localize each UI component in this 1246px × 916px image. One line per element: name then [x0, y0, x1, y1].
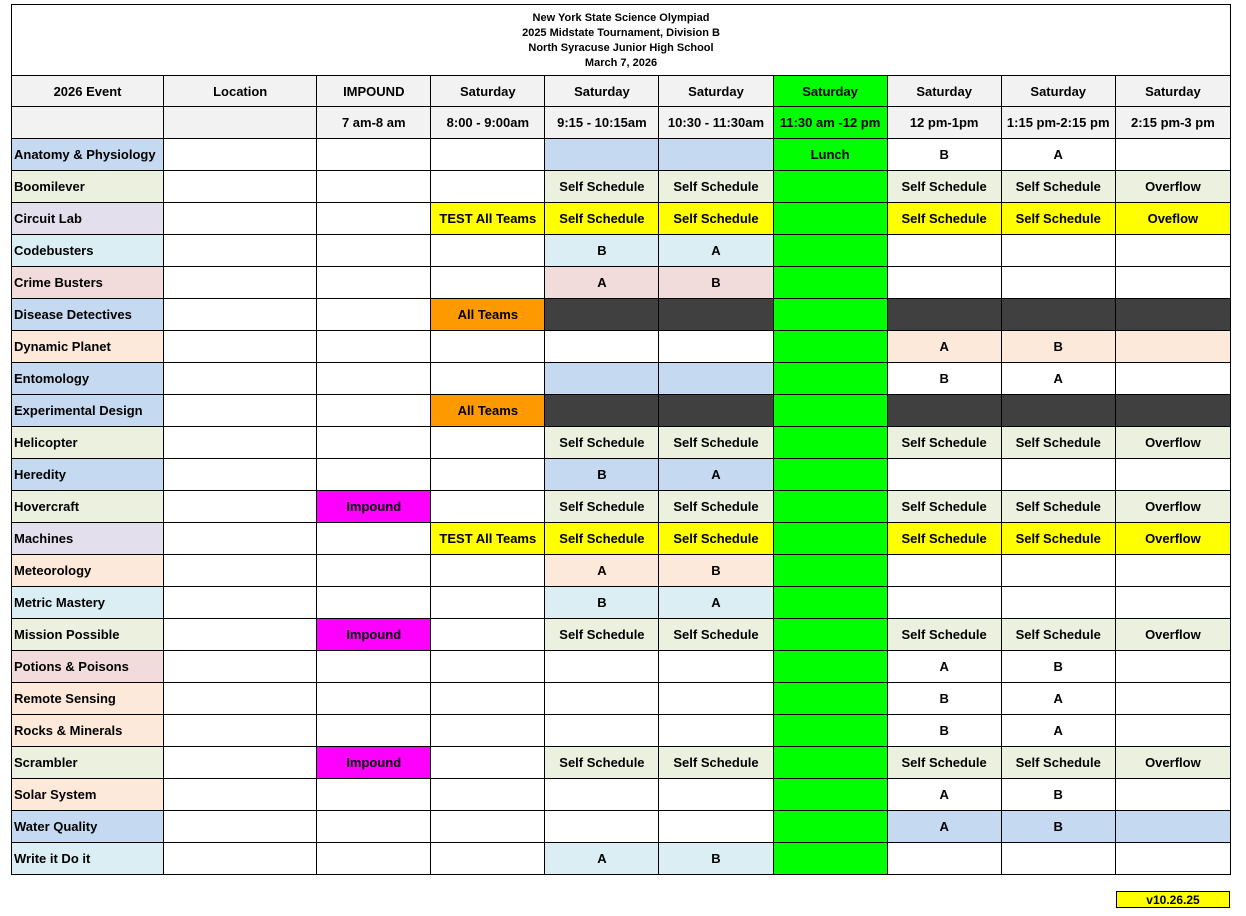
event-name: Machines	[12, 523, 164, 555]
schedule-cell	[164, 139, 317, 171]
event-row	[12, 331, 1231, 363]
schedule-cell: Self Schedule	[887, 203, 1001, 235]
schedule-cell	[431, 139, 545, 171]
time-slot-header: 7 am-8 am	[317, 107, 431, 139]
schedule-cell	[773, 811, 887, 843]
schedule-cell	[317, 171, 431, 203]
schedule-cell	[545, 363, 659, 395]
schedule-cell: A	[887, 811, 1001, 843]
schedule-cell	[773, 715, 887, 747]
schedule-cell	[164, 363, 317, 395]
schedule-cell	[773, 395, 887, 427]
schedule-cell	[545, 331, 659, 363]
schedule-cell	[773, 619, 887, 651]
event-name: Anatomy & Physiology	[12, 139, 164, 171]
schedule-cell	[773, 331, 887, 363]
event-name: Potions & Poisons	[12, 651, 164, 683]
schedule-cell	[1115, 683, 1230, 715]
event-name: Metric Mastery	[12, 587, 164, 619]
schedule-cell	[1001, 843, 1115, 875]
schedule-cell: A	[545, 843, 659, 875]
schedule-cell	[545, 139, 659, 171]
column-header: 2026 Event	[12, 76, 164, 107]
schedule-cell	[1115, 235, 1230, 267]
schedule-cell	[317, 427, 431, 459]
schedule-cell	[317, 523, 431, 555]
schedule-cell: A	[659, 587, 773, 619]
event-row	[12, 491, 1231, 523]
time-slot-header: 10:30 - 11:30am	[659, 107, 773, 139]
schedule-cell: Self Schedule	[659, 203, 773, 235]
time-slot-header	[12, 107, 164, 139]
schedule-cell: Overflow	[1115, 523, 1230, 555]
schedule-cell	[659, 395, 773, 427]
schedule-cell	[164, 843, 317, 875]
event-row	[12, 843, 1231, 875]
schedule-cell: Overflow	[1115, 491, 1230, 523]
schedule-cell: All Teams	[431, 395, 545, 427]
schedule-cell	[773, 747, 887, 779]
schedule-cell	[164, 171, 317, 203]
schedule-cell	[545, 299, 659, 331]
schedule-cell: Impound	[317, 491, 431, 523]
event-name: Solar System	[12, 779, 164, 811]
schedule-cell: A	[1001, 139, 1115, 171]
schedule-cell	[545, 683, 659, 715]
event-row	[12, 139, 1231, 171]
time-slot-header: 8:00 - 9:00am	[431, 107, 545, 139]
event-row	[12, 299, 1231, 331]
schedule-cell	[317, 651, 431, 683]
schedule-cell	[659, 139, 773, 171]
event-name: Mission Possible	[12, 619, 164, 651]
schedule-cell	[431, 843, 545, 875]
schedule-cell	[431, 491, 545, 523]
schedule-cell: B	[887, 363, 1001, 395]
schedule-cell	[773, 683, 887, 715]
event-name: Helicopter	[12, 427, 164, 459]
schedule-cell	[431, 235, 545, 267]
event-row	[12, 459, 1231, 491]
schedule-cell	[164, 267, 317, 299]
schedule-cell: Self Schedule	[659, 491, 773, 523]
version-label: v10.26.25	[1116, 891, 1230, 908]
schedule-cell	[887, 555, 1001, 587]
schedule-cell: Self Schedule	[545, 171, 659, 203]
schedule-cell: A	[887, 331, 1001, 363]
time-slot-header: 12 pm-1pm	[887, 107, 1001, 139]
event-row	[12, 555, 1231, 587]
schedule-cell	[659, 683, 773, 715]
schedule-cell	[773, 171, 887, 203]
schedule-cell: Self Schedule	[887, 491, 1001, 523]
event-row	[12, 523, 1231, 555]
schedule-cell	[164, 683, 317, 715]
schedule-cell	[1115, 363, 1230, 395]
schedule-cell: Self Schedule	[1001, 171, 1115, 203]
schedule-cell: B	[659, 843, 773, 875]
schedule-cell	[164, 395, 317, 427]
schedule-cell: A	[887, 779, 1001, 811]
schedule-cell	[1115, 715, 1230, 747]
schedule-cell	[431, 587, 545, 619]
schedule-cell: B	[1001, 779, 1115, 811]
schedule-cell	[317, 203, 431, 235]
schedule-cell: Lunch	[773, 139, 887, 171]
schedule-cell: Self Schedule	[1001, 203, 1115, 235]
schedule-cell	[1115, 779, 1230, 811]
schedule-cell	[317, 267, 431, 299]
schedule-cell: B	[545, 235, 659, 267]
schedule-cell: B	[887, 683, 1001, 715]
subtitle-line: 2025 Midstate Tournament, Division B	[522, 27, 720, 39]
schedule-cell: Oveflow	[1115, 203, 1230, 235]
schedule-cell	[887, 395, 1001, 427]
schedule-cell	[317, 587, 431, 619]
schedule-cell: B	[887, 139, 1001, 171]
schedule-cell	[1115, 651, 1230, 683]
schedule-cell	[1115, 587, 1230, 619]
schedule-cell	[1001, 299, 1115, 331]
schedule-cell	[773, 843, 887, 875]
schedule-cell	[164, 619, 317, 651]
schedule-cell	[1001, 235, 1115, 267]
schedule-cell	[431, 555, 545, 587]
schedule-cell: A	[887, 651, 1001, 683]
schedule-cell: All Teams	[431, 299, 545, 331]
schedule-cell	[317, 779, 431, 811]
event-name: Scrambler	[12, 747, 164, 779]
column-header: Saturday	[887, 76, 1001, 107]
schedule-cell: TEST All Teams	[431, 203, 545, 235]
schedule-cell	[659, 779, 773, 811]
schedule-cell	[317, 715, 431, 747]
schedule-cell	[545, 395, 659, 427]
column-header: Saturday	[773, 76, 887, 107]
event-row	[12, 171, 1231, 203]
schedule-cell: Self Schedule	[1001, 523, 1115, 555]
event-row	[12, 395, 1231, 427]
schedule-cell: Overflow	[1115, 171, 1230, 203]
schedule-cell: A	[659, 235, 773, 267]
schedule-cell	[1115, 459, 1230, 491]
schedule-cell: Impound	[317, 747, 431, 779]
schedule-cell	[773, 299, 887, 331]
schedule-cell	[164, 651, 317, 683]
schedule-cell	[1115, 267, 1230, 299]
schedule-cell	[431, 459, 545, 491]
schedule-cell	[1001, 459, 1115, 491]
schedule-cell	[1115, 299, 1230, 331]
schedule-cell	[164, 331, 317, 363]
schedule-cell	[1115, 811, 1230, 843]
schedule-cell: A	[1001, 363, 1115, 395]
schedule-cell	[164, 427, 317, 459]
schedule-cell	[773, 779, 887, 811]
schedule-cell: Self Schedule	[887, 427, 1001, 459]
schedule-cell	[887, 267, 1001, 299]
event-row	[12, 747, 1231, 779]
schedule-cell	[164, 235, 317, 267]
schedule-cell	[317, 683, 431, 715]
schedule-cell	[1001, 395, 1115, 427]
schedule-cell: B	[545, 587, 659, 619]
schedule-cell	[659, 651, 773, 683]
event-row	[12, 587, 1231, 619]
schedule-cell: B	[545, 459, 659, 491]
schedule-cell	[431, 651, 545, 683]
schedule-cell	[431, 331, 545, 363]
schedule-cell	[545, 715, 659, 747]
schedule-cell: Overflow	[1115, 619, 1230, 651]
schedule-cell: Self Schedule	[545, 523, 659, 555]
schedule-cell	[1115, 843, 1230, 875]
schedule-cell: B	[1001, 331, 1115, 363]
schedule-cell: Self Schedule	[545, 747, 659, 779]
time-row	[12, 107, 1231, 139]
schedule-cell	[773, 363, 887, 395]
schedule-cell	[164, 587, 317, 619]
event-name: Boomilever	[12, 171, 164, 203]
schedule-cell: Self Schedule	[545, 491, 659, 523]
schedule-cell: A	[545, 555, 659, 587]
schedule-cell	[431, 683, 545, 715]
column-header: Saturday	[1001, 76, 1115, 107]
schedule-cell: Self Schedule	[1001, 619, 1115, 651]
schedule-cell	[545, 811, 659, 843]
schedule-cell: B	[887, 715, 1001, 747]
schedule-cell	[164, 459, 317, 491]
schedule-cell	[317, 235, 431, 267]
schedule-cell: A	[545, 267, 659, 299]
schedule-cell	[431, 171, 545, 203]
schedule-cell	[431, 427, 545, 459]
schedule-cell	[317, 331, 431, 363]
event-row	[12, 427, 1231, 459]
schedule-cell: Self Schedule	[659, 747, 773, 779]
schedule-cell	[773, 235, 887, 267]
schedule-cell: Self Schedule	[659, 619, 773, 651]
schedule-cell	[887, 843, 1001, 875]
schedule-cell: Impound	[317, 619, 431, 651]
schedule-cell	[164, 747, 317, 779]
schedule-cell	[317, 459, 431, 491]
venue-line: North Syracuse Junior High School	[528, 42, 714, 54]
schedule-cell: A	[1001, 683, 1115, 715]
schedule-cell	[431, 267, 545, 299]
column-header: Saturday	[1115, 76, 1230, 107]
event-name: Entomology	[12, 363, 164, 395]
column-header: Location	[164, 76, 317, 107]
event-name: Heredity	[12, 459, 164, 491]
schedule-cell: Self Schedule	[1001, 491, 1115, 523]
schedule-cell: Self Schedule	[659, 523, 773, 555]
schedule-cell	[1115, 331, 1230, 363]
column-header: Saturday	[545, 76, 659, 107]
event-row	[12, 267, 1231, 299]
schedule-cell: B	[659, 555, 773, 587]
schedule-cell	[164, 203, 317, 235]
schedule-cell	[164, 523, 317, 555]
schedule-cell: Self Schedule	[887, 619, 1001, 651]
event-row	[12, 203, 1231, 235]
schedule-cell	[659, 715, 773, 747]
schedule-cell	[317, 395, 431, 427]
schedule-cell: A	[659, 459, 773, 491]
time-slot-header: 1:15 pm-2:15 pm	[1001, 107, 1115, 139]
schedule-cell	[887, 235, 1001, 267]
schedule-cell	[431, 363, 545, 395]
schedule-cell	[659, 363, 773, 395]
event-row	[12, 235, 1231, 267]
schedule-cell	[164, 299, 317, 331]
event-name: Circuit Lab	[12, 203, 164, 235]
event-name: Meteorology	[12, 555, 164, 587]
schedule-cell	[164, 715, 317, 747]
schedule-cell	[317, 843, 431, 875]
schedule-cell	[887, 459, 1001, 491]
schedule-cell	[1115, 395, 1230, 427]
event-name: Disease Detectives	[12, 299, 164, 331]
schedule-cell	[773, 491, 887, 523]
schedule-cell: Self Schedule	[1001, 747, 1115, 779]
schedule-cell	[431, 811, 545, 843]
schedule-cell: Self Schedule	[545, 619, 659, 651]
event-row	[12, 363, 1231, 395]
schedule-table	[11, 4, 1231, 875]
schedule-cell	[164, 779, 317, 811]
schedule-cell	[164, 491, 317, 523]
time-slot-header: 2:15 pm-3 pm	[1115, 107, 1230, 139]
column-header: Saturday	[659, 76, 773, 107]
schedule-cell	[1001, 587, 1115, 619]
schedule-cell	[773, 651, 887, 683]
schedule-cell	[317, 363, 431, 395]
schedule-cell	[431, 619, 545, 651]
schedule-cell: A	[1001, 715, 1115, 747]
schedule-cell: Self Schedule	[659, 427, 773, 459]
schedule-cell	[545, 651, 659, 683]
event-row	[12, 683, 1231, 715]
header-row	[12, 76, 1231, 107]
time-slot-header: 11:30 am -12 pm	[773, 107, 887, 139]
schedule-cell	[164, 811, 317, 843]
title-line: New York State Science Olympiad	[532, 12, 710, 24]
schedule-cell: Overflow	[1115, 427, 1230, 459]
schedule-cell: Overflow	[1115, 747, 1230, 779]
schedule-cell	[773, 523, 887, 555]
event-row	[12, 715, 1231, 747]
schedule-cell	[1001, 555, 1115, 587]
schedule-cell	[1115, 139, 1230, 171]
event-name: Experimental Design	[12, 395, 164, 427]
column-header: Saturday	[431, 76, 545, 107]
schedule-cell	[431, 779, 545, 811]
schedule-cell	[317, 811, 431, 843]
schedule-cell	[887, 587, 1001, 619]
event-name: Remote Sensing	[12, 683, 164, 715]
schedule-cell	[773, 203, 887, 235]
schedule-cell	[887, 299, 1001, 331]
event-name: Hovercraft	[12, 491, 164, 523]
event-name: Crime Busters	[12, 267, 164, 299]
event-row	[12, 619, 1231, 651]
schedule-cell	[773, 587, 887, 619]
schedule-cell: B	[1001, 651, 1115, 683]
event-name: Codebusters	[12, 235, 164, 267]
schedule-cell	[431, 747, 545, 779]
event-name: Water Quality	[12, 811, 164, 843]
column-header: IMPOUND	[317, 76, 431, 107]
schedule-cell	[164, 555, 317, 587]
schedule-cell	[773, 427, 887, 459]
schedule-cell	[773, 459, 887, 491]
time-slot-header	[164, 107, 317, 139]
event-row	[12, 811, 1231, 843]
schedule-cell	[317, 139, 431, 171]
time-slot-header: 9:15 - 10:15am	[545, 107, 659, 139]
schedule-cell: Self Schedule	[887, 523, 1001, 555]
schedule-cell: Self Schedule	[1001, 427, 1115, 459]
title-block	[12, 5, 1231, 76]
schedule-cell	[659, 331, 773, 363]
schedule-cell: Self Schedule	[659, 171, 773, 203]
schedule-cell	[317, 555, 431, 587]
event-row	[12, 779, 1231, 811]
schedule-cell	[773, 555, 887, 587]
schedule-cell	[659, 811, 773, 843]
schedule-cell: B	[1001, 811, 1115, 843]
schedule-cell: Self Schedule	[887, 171, 1001, 203]
schedule-cell: Self Schedule	[887, 747, 1001, 779]
date-line: March 7, 2026	[584, 57, 658, 69]
event-name: Rocks & Minerals	[12, 715, 164, 747]
schedule-cell	[431, 715, 545, 747]
event-name: Dynamic Planet	[12, 331, 164, 363]
schedule-cell	[1001, 267, 1115, 299]
schedule-cell	[1115, 555, 1230, 587]
schedule-cell: B	[659, 267, 773, 299]
schedule-cell	[545, 779, 659, 811]
event-row	[12, 651, 1231, 683]
schedule-cell: Self Schedule	[545, 427, 659, 459]
schedule-cell: Self Schedule	[545, 203, 659, 235]
schedule-cell	[317, 299, 431, 331]
schedule-cell: TEST All Teams	[431, 523, 545, 555]
event-name: Write it Do it	[12, 843, 164, 875]
schedule-cell	[659, 299, 773, 331]
schedule-cell	[773, 267, 887, 299]
